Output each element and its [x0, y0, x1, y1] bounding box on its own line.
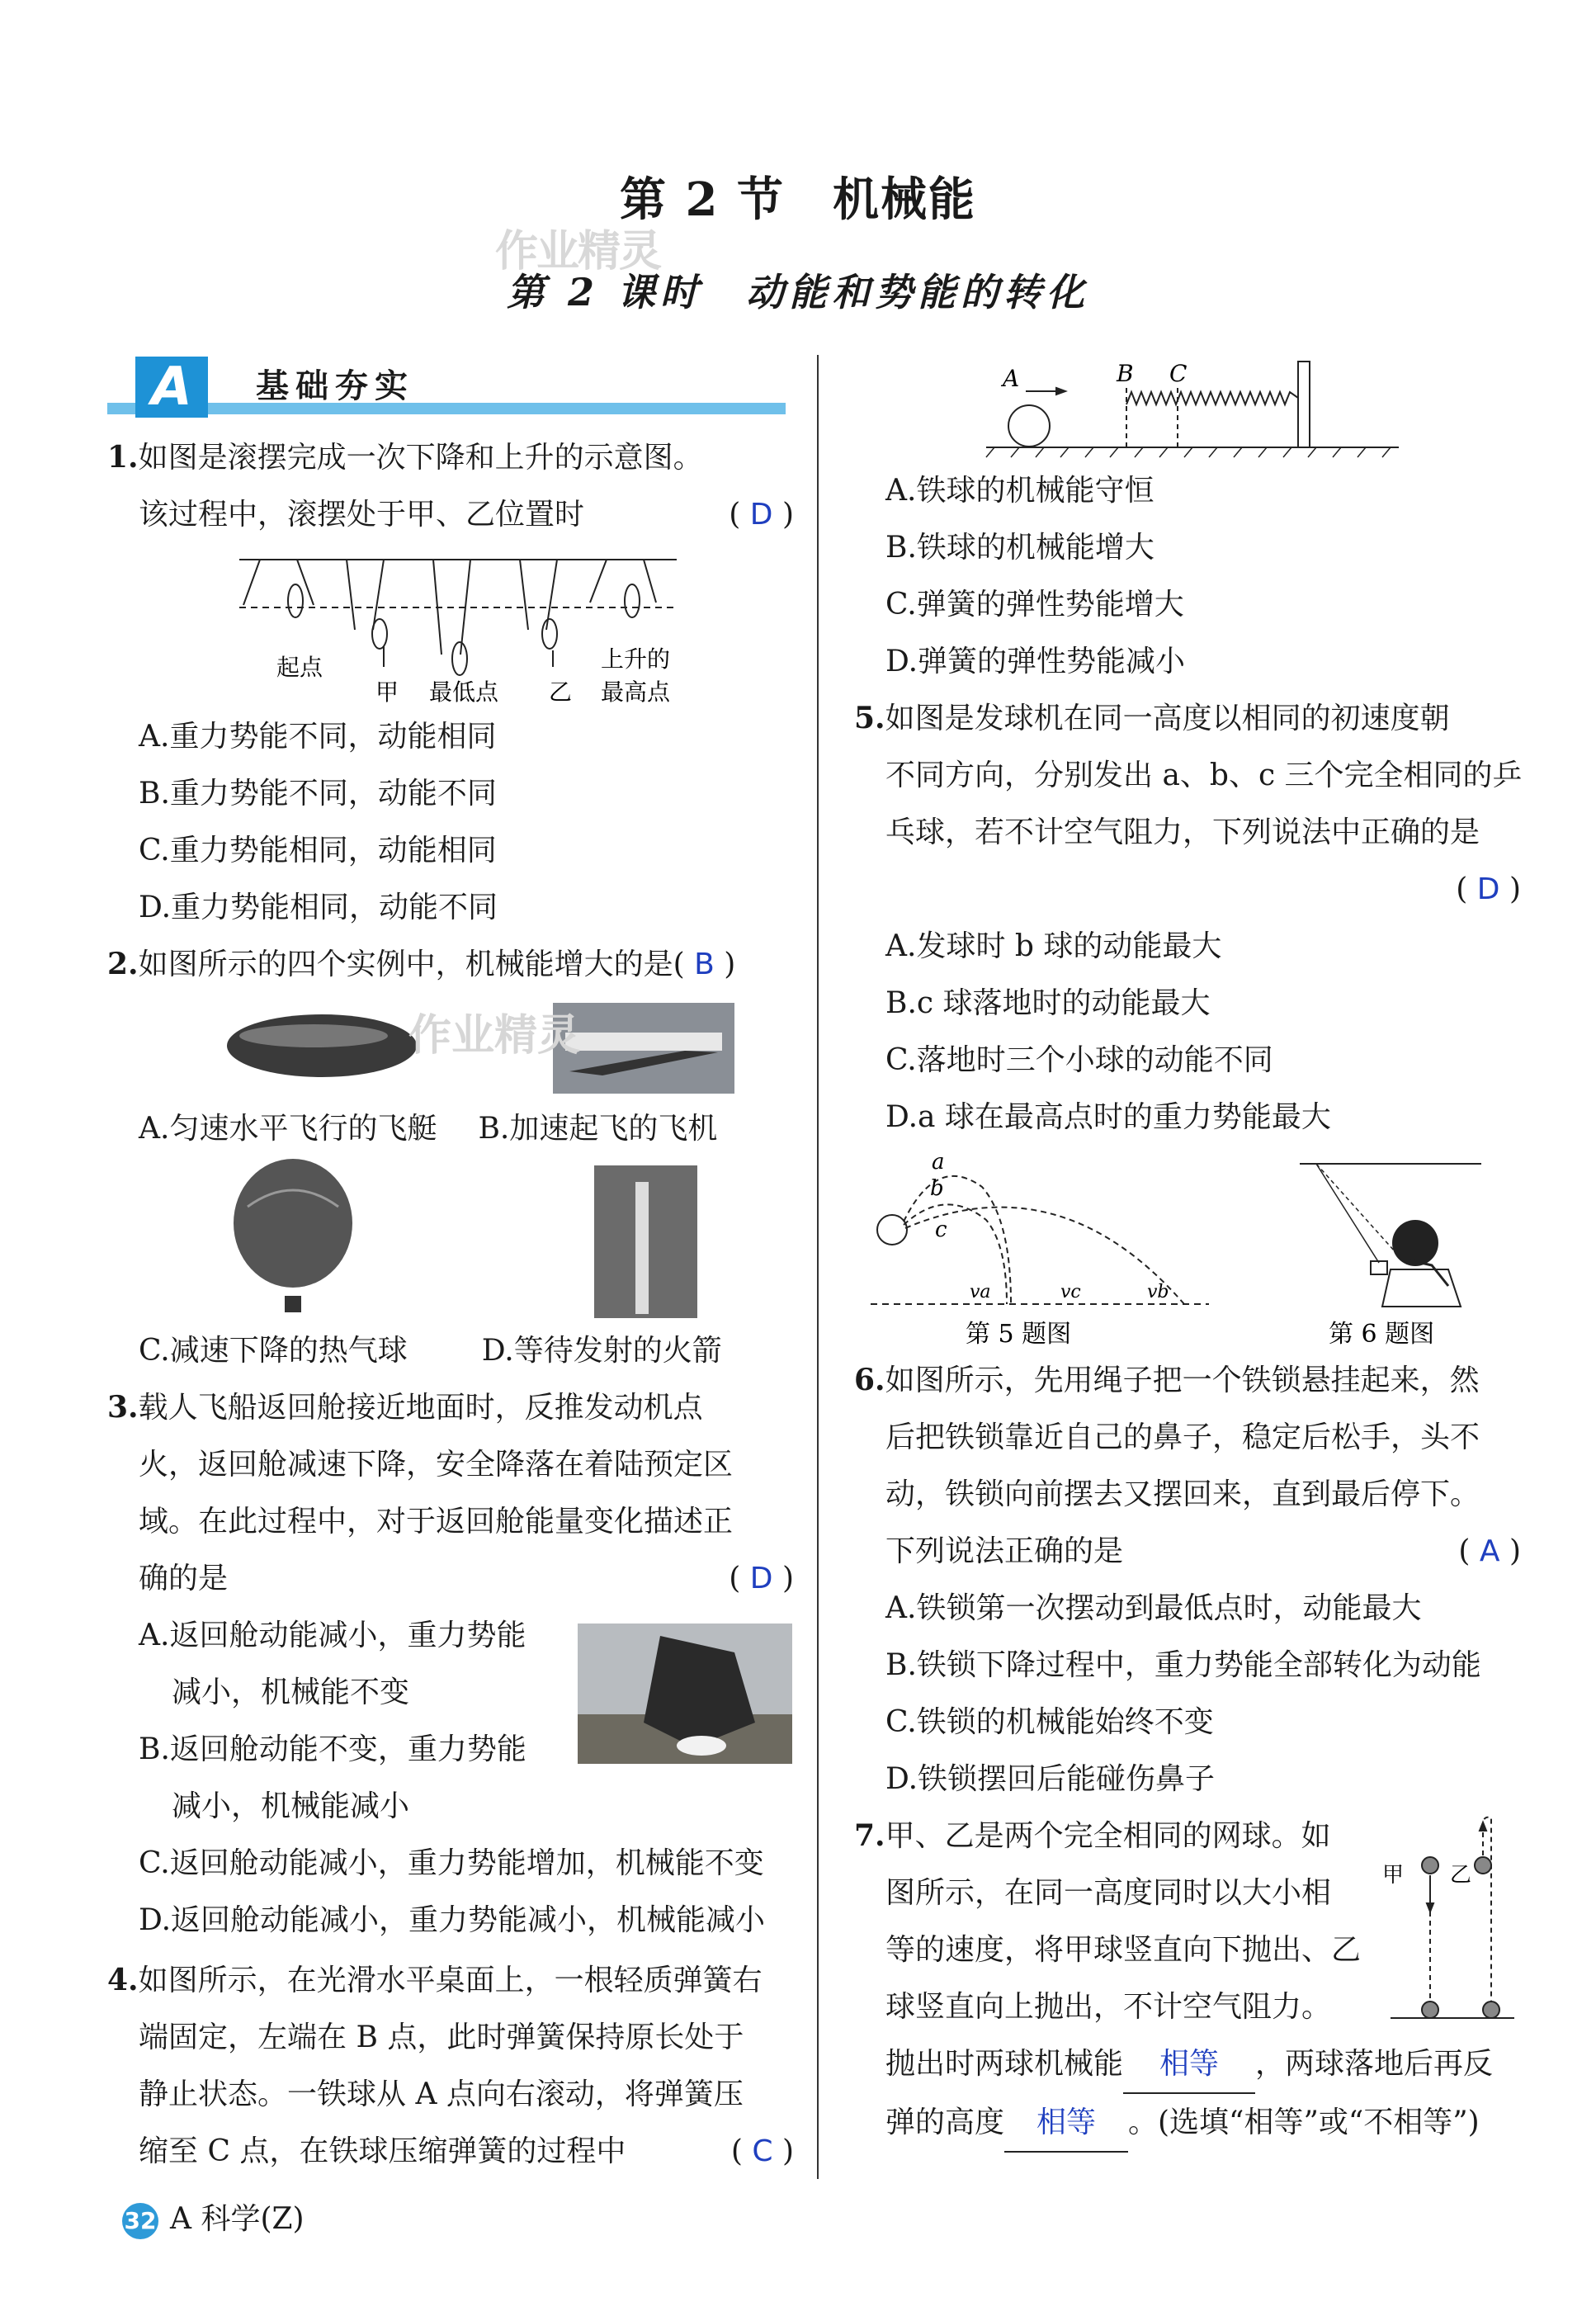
q4-stem-2: 端固定，左端在 B 点，此时弹簧保持原长处于 [139, 2021, 744, 2054]
q5-number: 5. [854, 701, 885, 735]
q7-label-yi: 乙 [1450, 1863, 1472, 1888]
q7-blank-1[interactable]: 相等 [1123, 2035, 1255, 2094]
question-1 [107, 429, 794, 543]
q5-option-b: B.c 球落地时的动能最大 [885, 986, 1211, 1020]
q5-stem-3: 乓球，若不计空气阻力，下列说法中正确的是 [885, 815, 1480, 849]
section-a-header [107, 355, 784, 418]
q6-stem-4: 下列说法正确的是 [885, 1534, 1124, 1568]
question-7 [854, 1808, 1521, 2153]
q7-number: 7. [854, 1818, 885, 1853]
q1-option-c: C.重力势能相同，动能相同 [139, 834, 497, 867]
q7-stem-5b: ，两球落地后再反 [1255, 2047, 1494, 2081]
q2-option-a: A.匀速水平飞行的飞艇 [139, 1112, 437, 1146]
section-badge: A [135, 357, 208, 418]
q5-stem-1: 如图是发球机在同一高度以相同的初速度朝 [885, 702, 1450, 735]
q7-stem-6b: 。(选填“相等”或“不相等”) [1128, 2106, 1480, 2139]
q1-label-highest: 最高点 [601, 678, 671, 706]
watermark: 作业精灵 [495, 227, 661, 277]
q4-stem-4: 缩至 C 点，在铁球压缩弹簧的过程中 [139, 2134, 626, 2168]
page-number: 32 [122, 2203, 158, 2239]
q1-label-lowest: 最低点 [429, 678, 499, 706]
return-capsule-image [578, 1624, 792, 1764]
q5-label-a: a [932, 1150, 945, 1175]
q5-label-va: va [970, 1282, 991, 1302]
q6-number: 6. [854, 1363, 885, 1397]
q4-stem-3: 静止状态。一铁球从 A 点向右滚动，将弹簧压 [139, 2077, 744, 2111]
q1-option-a: A.重力势能不同，动能相同 [139, 720, 497, 754]
q6-fig-caption: 第 6 题图 [1329, 1320, 1435, 1349]
q1-figure [107, 543, 794, 708]
q7-stem-3: 等的速度，将甲球竖直向下抛出、乙 [885, 1933, 1362, 1967]
q5-label-b: b [930, 1176, 944, 1201]
q1-label-yi: 乙 [549, 678, 573, 706]
q1-answer: D [749, 498, 773, 532]
q4-option-b: B.铁球的机械能增大 [885, 531, 1155, 565]
q3-answer-paren: ( D ) [729, 1562, 794, 1595]
q2-figure-bottom [107, 1157, 794, 1322]
question-4 [107, 1952, 794, 2180]
q3-stem-4: 确的是 [139, 1562, 229, 1595]
q3-stem-3: 域。在此过程中，对于返回舱能量变化描述正 [139, 1505, 734, 1538]
q6-option-a: A.铁锁第一次摆动到最低点时，动能最大 [885, 1591, 1422, 1625]
spring-ball-diagram [854, 355, 1521, 462]
q6-stem-3: 动，铁锁向前摆去又摆回来，直到最后停下。 [885, 1477, 1480, 1511]
q2-options-row1 [107, 1100, 794, 1157]
q6-answer: A [1479, 1534, 1500, 1568]
q6-stem-2: 后把铁锁靠近自己的鼻子，稳定后松手，头不 [885, 1420, 1480, 1454]
section-title: 第 2 节 机械能 [620, 173, 976, 227]
section-label: 基础夯实 [256, 366, 414, 405]
q1-label-rise: 上升的 [601, 645, 671, 673]
q7-stem-4: 球竖直向上抛出，不计空气阻力。 [885, 1990, 1332, 2024]
q1-number: 1. [107, 440, 139, 475]
q2-option-d: D.等待发射的火箭 [481, 1334, 722, 1368]
q6-option-d: D.铁锁摆回后能碰伤鼻子 [885, 1762, 1216, 1796]
ball-launcher-diagram [854, 1146, 1521, 1352]
q2-images-bottom [107, 1157, 794, 1322]
q3-option-a-2: 减小，机械能不变 [172, 1676, 410, 1709]
q4-stem-1: 如图所示，在光滑水平桌面上，一根轻质弹簧右 [138, 1964, 763, 1997]
swinging-lock-diagram [1300, 1164, 1481, 1307]
q2-option-b: B.加速起飞的飞机 [478, 1112, 718, 1146]
q7-label-jia: 甲 [1382, 1863, 1405, 1888]
question-3 [107, 1379, 794, 1607]
q5-option-c: C.落地时三个小球的动能不同 [885, 1043, 1273, 1077]
tennis-balls-diagram [1382, 1808, 1521, 2047]
q3-option-b-1: B.返回舱动能不变，重力势能 [139, 1732, 526, 1766]
q4-number: 4. [107, 1963, 139, 1997]
q2-answer: B [694, 948, 715, 981]
q3-option-c: C.返回舱动能减小，重力势能增加，机械能不变 [139, 1846, 764, 1880]
question-6 [854, 1352, 1521, 1580]
q4-answer: C [752, 2134, 773, 2168]
column-divider [817, 355, 819, 2179]
q5-label-vc: vc [1060, 1282, 1081, 1302]
lesson-title: 第 2 课时 动能和势能的转化 [506, 270, 1090, 314]
q2-stem: 如图所示的四个实例中，机械能增大的是 [138, 948, 673, 981]
q7-blank-2[interactable]: 相等 [1004, 2094, 1128, 2153]
watermark-2: 作业精灵 [408, 1011, 581, 1061]
q4-option-c: C.弹簧的弹性势能增大 [885, 588, 1184, 622]
yo-yo-pendulum-diagram [107, 543, 794, 708]
left-column [107, 429, 794, 2180]
q3-stem-2: 火，返回舱减速下降，安全降落在着陆预定区 [139, 1448, 734, 1482]
q1-answer-paren: ( D ) [729, 498, 794, 532]
q4-option-a: A.铁球的机械能守恒 [885, 474, 1155, 508]
q5-answer-paren: ( D ) [1456, 872, 1521, 906]
q5-option-d: D.a 球在最高点时的重力势能最大 [885, 1100, 1331, 1134]
q1-label-jia: 甲 [375, 678, 399, 706]
q6-option-b: B.铁锁下降过程中，重力势能全部转化为动能 [885, 1648, 1481, 1682]
q5-option-a: A.发球时 b 球的动能最大 [885, 929, 1222, 963]
q1-stem-2: 该过程中，滚摆处于甲、乙位置时 [139, 498, 585, 532]
q1-label-start: 起点 [276, 654, 323, 681]
q5-answer: D [1476, 872, 1500, 906]
q6-stem-1: 如图所示，先用绳子把一个铁锁悬挂起来，然 [885, 1364, 1480, 1397]
q5-stem-2: 不同方向，分别发出 a、b、c 三个完全相同的乒 [885, 759, 1523, 792]
q1-option-d: D.重力势能相同，动能不同 [139, 891, 498, 924]
q4-label-b: B [1117, 360, 1134, 387]
hot-air-balloon-image [234, 1159, 352, 1288]
book-title: A 科学(Z) [170, 2202, 305, 2236]
q3-option-b-2: 减小，机械能减小 [172, 1789, 410, 1823]
q3-number: 3. [107, 1390, 139, 1425]
q3-option-a-1: A.返回舱动能减小，重力势能 [139, 1619, 526, 1652]
q1-stem-1: 如图是滚摆完成一次下降和上升的示意图。 [138, 441, 703, 475]
q3-stem-1: 载人飞船返回舱接近地面时，反推发动机点 [138, 1391, 703, 1425]
q7-stem-2: 图所示，在同一高度同时以大小相 [885, 1876, 1332, 1910]
section-bar [107, 403, 786, 414]
q4-option-d: D.弹簧的弹性势能减小 [885, 645, 1186, 678]
q2-options-row2 [107, 1322, 794, 1379]
q3-answer: D [749, 1562, 773, 1595]
question-2: 2.如图所示的四个实例中，机械能增大的是( B ) [107, 947, 736, 981]
right-column [854, 462, 1521, 2153]
q6-option-c: C.铁锁的机械能始终不变 [885, 1705, 1214, 1739]
q4-label-c: C [1169, 360, 1188, 387]
q2-option-c: C.减速下降的热气球 [139, 1334, 408, 1368]
q5-q6-figures [854, 1146, 1521, 1352]
question-5 [854, 690, 1521, 918]
q2-number: 2. [107, 947, 139, 981]
q6-answer-paren: ( A ) [1458, 1534, 1521, 1568]
q5-label-vb: vb [1147, 1282, 1169, 1302]
q4-answer-paren: ( C ) [730, 2134, 794, 2168]
q7-stem-1: 甲、乙是两个完全相同的网球。如 [885, 1819, 1331, 1853]
q7-stem-5a: 抛出时两球机械能 [885, 2047, 1124, 2081]
q5-fig-caption: 第 5 题图 [966, 1320, 1072, 1349]
q3-option-d: D.返回舱动能减小，重力势能减小，机械能减小 [139, 1903, 766, 1937]
page-footer [122, 2195, 305, 2239]
q4-label-a: A [1003, 365, 1020, 392]
q5-label-c: c [935, 1217, 947, 1242]
q3-options [107, 1607, 794, 1949]
q4-figure [854, 355, 1521, 462]
q7-stem-6a: 弹的高度 [885, 2106, 1005, 2139]
q1-option-b: B.重力势能不同，动能不同 [139, 777, 497, 811]
